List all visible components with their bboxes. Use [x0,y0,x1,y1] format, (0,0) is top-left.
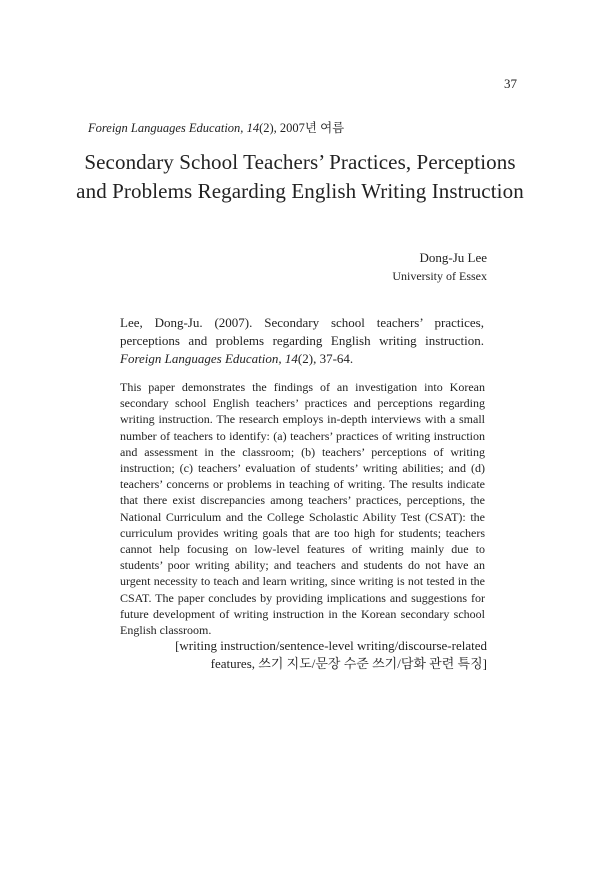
journal-issue-year: (2), 2007년 여름 [259,121,345,135]
paper-title-line-2: and Problems Regarding English Writing Instruction [76,179,524,203]
citation-pages: (2), 37-64. [297,351,354,366]
citation-journal: Foreign Languages Education, [120,351,282,366]
keywords-line-2: features, 쓰기 지도/문장 수준 쓰기/담화 관련 특징] [210,656,487,671]
paper-title-line-1: Secondary School Teachers’ Practices, Perceptions [84,150,516,174]
author-affiliation: University of Essex [392,269,487,283]
page-number: 37 [504,76,517,91]
journal-name: Foreign Languages Education, [88,121,244,135]
keywords [127,637,487,673]
abstract: This paper demonstrates the findings of an investigation into Korean secondary school English teachers’ practices and perceptions regarding writing instruction. The research employs in-depth interviews with a small number of teachers to identify: (a) teachers’ practices of writing instruction and assessment in the classroom; (b) teachers’ perceptions of writing instruction; (c) teachers’ evaluation of students’ writing abilities; and (d) teachers’ concerns or problems in teaching of writing. The results indicate that there exist discrepancies among teachers’ practices, perceptions, the National Curriculum and the College Scholastic Ability Test (CSAT): the curriculum provides writing goals that are too high for students; teachers cannot help focusing on low-level features of writing mainly due to students’ poor writing ability; and teachers and students do not have an urgent necessity to teach and learn writing, since writing is not tested in the CSAT. The paper concludes by providing implications and suggestions for future development of writing instruction in the Korean secondary school English classroom. [120,380,485,638]
author-name: Dong-Ju Lee [419,250,487,265]
citation [120,314,484,368]
paper-title [40,148,560,206]
journal-header [88,118,344,136]
citation-text: Lee, Dong-Ju. (2007). Secondary school teachers’ practices, perceptions and problems regarding English writing instruction. [120,315,484,348]
author-block [392,248,487,286]
journal-volume: 14 [246,121,260,135]
keywords-line-1: [writing instruction/sentence-level writing/discourse-related [175,638,487,653]
citation-volume: 14 [284,351,298,366]
